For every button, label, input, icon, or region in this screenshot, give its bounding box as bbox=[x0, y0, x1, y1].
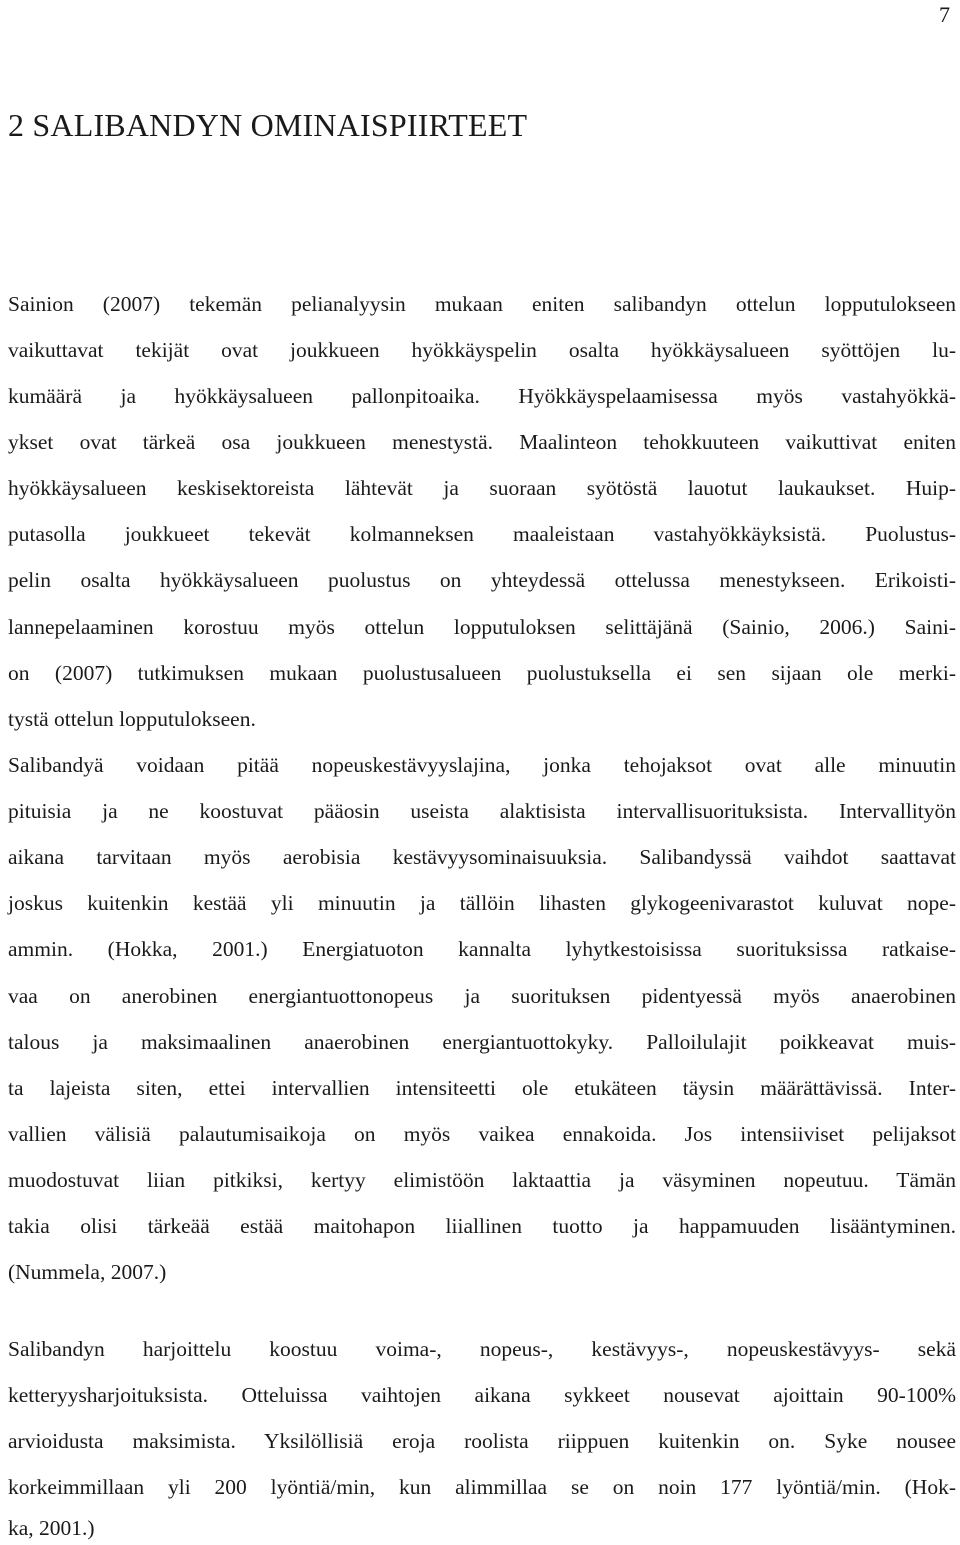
paragraph-line: vaikuttavat tekijät ovat joukkueen hyökkäyspelin osalta hyökkäysalueen syöttöjen lu- bbox=[8, 338, 956, 362]
paragraph-line: Sainion (2007) tekemän pelianalyysin mukaan eniten salibandyn ottelun lopputulokseen bbox=[8, 292, 956, 316]
page-number: 7 bbox=[939, 2, 950, 27]
paragraph-line: kumäärä ja hyökkäysalueen pallonpitoaika. Hyökkäyspelaamisessa myös vastahyökkä- bbox=[8, 384, 956, 408]
chapter-title: 2 SALIBANDYN OMINAISPIIRTEET bbox=[8, 107, 528, 143]
paragraph-line: muodostuvat liian pitkiksi, kertyy elimistöön laktaattia ja väsyminen nopeutuu. Tämän bbox=[8, 1168, 956, 1192]
paragraph-line: (Nummela, 2007.) bbox=[8, 1260, 167, 1284]
paragraph-line: lannepelaaminen korostuu myös ottelun lopputuloksen selittäjänä (Sainio, 2006.) Saini- bbox=[8, 615, 956, 639]
paragraph-line: vallien välisiä palautumisaikoja on myös vaikea ennakoida. Jos intensiiviset pelijaksot bbox=[8, 1122, 956, 1146]
paragraph-line: ketteryysharjoituksista. Otteluissa vaihtojen aikana sykkeet nousevat ajoittain 90-100% bbox=[8, 1383, 956, 1407]
paragraph-line: ka, 2001.) bbox=[8, 1516, 95, 1540]
paragraph-line: ammin. (Hokka, 2001.) Energiatuoton kannalta lyhytkestoisissa suorituksissa ratkaise- bbox=[8, 937, 956, 961]
paragraph-line: pelin osalta hyökkäysalueen puolustus on yhteydessä ottelussa menestykseen. Erikoisti- bbox=[8, 568, 956, 592]
paragraph-line: joskus kuitenkin kestää yli minuutin ja tällöin lihasten glykogeenivarastot kuluvat nope- bbox=[8, 891, 956, 915]
paragraph-line: Salibandyn harjoittelu koostuu voima-, nopeus-, kestävyys-, nopeuskestävyys- sekä bbox=[8, 1337, 956, 1361]
paragraph-line: aikana tarvitaan myös aerobisia kestävyysominaisuuksia. Salibandyssä vaihdot saattavat bbox=[8, 845, 956, 869]
paragraph-line: arvioidusta maksimista. Yksilöllisiä eroja roolista riippuen kuitenkin on. Syke nousee bbox=[8, 1429, 956, 1453]
paragraph-line: putasolla joukkueet tekevät kolmanneksen maaleistaan vastahyökkäyksistä. Puolustus- bbox=[8, 522, 956, 546]
paragraph-line: ta lajeista siten, ettei intervallien intensiteetti ole etukäteen täysin määrättävissä. Inter- bbox=[8, 1076, 956, 1100]
paragraph-line: tystä ottelun lopputulokseen. bbox=[8, 707, 256, 731]
paragraph-line: ykset ovat tärkeä osa joukkueen menestystä. Maalinteon tehokkuuteen vaikuttivat eniten bbox=[8, 430, 956, 454]
paragraph-line: vaa on anerobinen energiantuottonopeus ja suorituksen pidentyessä myös anaerobinen bbox=[8, 984, 956, 1008]
paragraph-line: Salibandyä voidaan pitää nopeuskestävyyslajina, jonka tehojaksot ovat alle minuutin bbox=[8, 753, 956, 777]
paragraph-line: on (2007) tutkimuksen mukaan puolustusalueen puolustuksella ei sen sijaan ole merki- bbox=[8, 661, 956, 685]
paragraph-line: pituisia ja ne koostuvat pääosin useista alaktisista intervallisuorituksista. Intervallityön bbox=[8, 799, 956, 823]
paragraph-line: korkeimmillaan yli 200 lyöntiä/min, kun alimmillaa se on noin 177 lyöntiä/min. (Hok- bbox=[8, 1475, 956, 1499]
paragraph-line: talous ja maksimaalinen anaerobinen energiantuottokyky. Palloilulajit poikkeavat muis- bbox=[8, 1030, 956, 1054]
paragraph-line: takia olisi tärkeää estää maitohapon liiallinen tuotto ja happamuuden lisääntyminen. bbox=[8, 1214, 956, 1238]
paragraph-line: hyökkäysalueen keskisektoreista lähtevät ja suoraan syötöstä lauotut laukaukset. Huip- bbox=[8, 476, 956, 500]
